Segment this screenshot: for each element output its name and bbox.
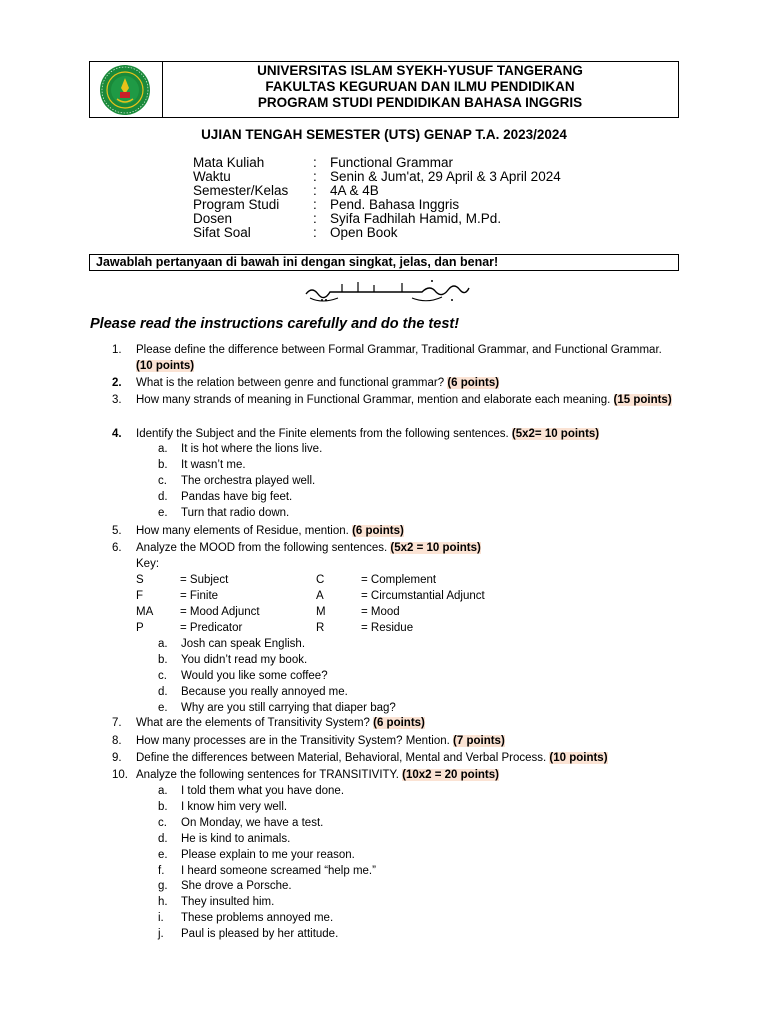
- key-entry: = Finite: [180, 590, 219, 602]
- header-text: [162, 63, 678, 111]
- question-text: [136, 342, 676, 374]
- question-text: [136, 540, 676, 556]
- key-entry: = Mood: [361, 606, 400, 618]
- question-body: Define the differences between Material, Behavioral, Mental and Verbal Process.: [136, 752, 547, 764]
- logo-cell: [90, 62, 163, 117]
- sub-item-text: She drove a Porsche.: [181, 880, 292, 893]
- sub-item-text: Why are you still carrying that diaper bag?: [181, 702, 396, 714]
- sub-item-letter: j.: [158, 928, 164, 941]
- question-body: What are the elements of Transitivity System?: [136, 717, 370, 729]
- points-badge: (15 points): [613, 394, 672, 406]
- info-label: Semester/Kelas: [193, 183, 289, 198]
- points-badge: (6 points): [352, 525, 404, 537]
- points-badge: (6 points): [373, 717, 425, 729]
- info-value: Senin & Jum'at, 29 April & 3 April 2024: [330, 169, 561, 184]
- sub-item-text: Turn that radio down.: [181, 507, 290, 519]
- info-colon: :: [313, 155, 317, 170]
- question-number: 9.: [112, 752, 122, 764]
- sub-item-text: Would you like some coffee?: [181, 670, 328, 682]
- exam-title: UJIAN TENGAH SEMESTER (UTS) GENAP T.A. 2023/2024: [201, 127, 567, 142]
- sub-item-letter: a.: [158, 443, 168, 455]
- key-entry: = Predicator: [180, 622, 243, 634]
- info-value: Open Book: [330, 225, 398, 240]
- info-label: Program Studi: [193, 197, 280, 212]
- points-badge: (5x2 = 10 points): [390, 542, 481, 554]
- points-badge: (7 points): [453, 735, 505, 747]
- key-label: Key:: [136, 558, 160, 570]
- question-body: Analyze the MOOD from the following sentences.: [136, 542, 388, 554]
- key-entry: S: [136, 574, 144, 586]
- info-row: [193, 184, 561, 198]
- question-body: What is the relation between genre and functional grammar?: [136, 377, 445, 389]
- question-number: 6.: [112, 542, 122, 554]
- university-seal-icon: [96, 63, 154, 117]
- exam-info-table: [193, 156, 561, 240]
- key-entry: A: [316, 590, 324, 602]
- sub-item-text: I told them what you have done.: [181, 785, 345, 797]
- sub-item-letter: f.: [158, 864, 165, 877]
- question-text: [136, 523, 676, 539]
- points-badge: (10 points): [136, 360, 195, 372]
- info-row: [193, 198, 561, 212]
- key-entry: C: [316, 574, 325, 586]
- key-entry: MA: [136, 606, 154, 618]
- info-row: [193, 156, 561, 170]
- key-entry: = Residue: [361, 622, 414, 634]
- faculty-name: FAKULTAS KEGURUAN DAN ILMU PENDIDIKAN: [265, 79, 575, 94]
- sub-item-letter: c.: [158, 670, 167, 682]
- question-text: [136, 715, 676, 731]
- info-row: [193, 226, 561, 240]
- sub-item-text: Please explain to me your reason.: [181, 848, 355, 861]
- sub-item-letter: c.: [158, 475, 167, 487]
- key-entry: = Mood Adjunct: [180, 606, 260, 618]
- key-entry: = Complement: [361, 574, 437, 586]
- university-header: [89, 61, 679, 118]
- info-label: Dosen: [193, 211, 233, 226]
- question-body: Identify the Subject and the Finite elements from the following sentences.: [136, 428, 509, 440]
- sub-item-text: Paul is pleased by her attitude.: [181, 928, 339, 941]
- sub-item-text: They insulted him.: [181, 896, 275, 909]
- question-number: 10.: [112, 769, 128, 781]
- info-colon: :: [313, 225, 317, 240]
- info-value: 4A & 4B: [330, 183, 379, 198]
- sub-item-letter: a.: [158, 785, 168, 797]
- key-entry: = Circumstantial Adjunct: [361, 590, 485, 602]
- question-body: Please define the difference between Formal Grammar, Traditional Grammar, and Functional Grammar.: [136, 344, 662, 356]
- sub-item-text: It wasn’t me.: [181, 459, 246, 471]
- sub-item-letter: b.: [158, 654, 168, 666]
- info-label: Waktu: [193, 169, 231, 184]
- sub-item-text: Because you really annoyed me.: [181, 686, 348, 698]
- sub-item-letter: c.: [158, 816, 167, 829]
- question-body: How many elements of Residue, mention.: [136, 525, 349, 537]
- question-number: 3.: [112, 394, 122, 406]
- sub-item-letter: b.: [158, 459, 168, 471]
- sub-item-letter: e.: [158, 507, 168, 519]
- question-text: [136, 750, 676, 766]
- sub-item-letter: g.: [158, 880, 168, 893]
- sub-item-text: On Monday, we have a test.: [181, 816, 324, 829]
- question-number: 4.: [112, 428, 122, 440]
- question-text: [136, 767, 676, 783]
- question-number: 2.: [112, 377, 122, 389]
- sub-item-text: Pandas have big feet.: [181, 491, 293, 503]
- points-badge: (10x2 = 20 points): [402, 769, 499, 781]
- sub-item-letter: e.: [158, 848, 168, 861]
- question-number: 5.: [112, 525, 122, 537]
- sub-item-text: You didn’t read my book.: [181, 654, 308, 666]
- points-badge: (10 points): [549, 752, 608, 764]
- info-value: Functional Grammar: [330, 155, 454, 170]
- sub-item-text: Josh can speak English.: [181, 638, 306, 650]
- question-body: How many processes are in the Transitivity System? Mention.: [136, 735, 450, 747]
- points-badge: (6 points): [447, 377, 500, 389]
- question-text: [136, 392, 676, 408]
- info-value: Pend. Bahasa Inggris: [330, 197, 460, 212]
- sub-item-text: The orchestra played well.: [181, 475, 316, 487]
- basmala-calligraphy-icon: [302, 276, 472, 306]
- sub-item-letter: i.: [158, 912, 164, 925]
- key-entry: = Subject: [180, 574, 229, 586]
- info-label: Mata Kuliah: [193, 155, 265, 170]
- key-entry: P: [136, 622, 144, 634]
- university-name: UNIVERSITAS ISLAM SYEKH-YUSUF TANGERANG: [257, 63, 583, 78]
- question-number: 8.: [112, 735, 122, 747]
- key-entry: R: [316, 622, 325, 634]
- question-body: How many strands of meaning in Functional Grammar, mention and elaborate each meaning.: [136, 394, 611, 406]
- sub-item-text: It is hot where the lions live.: [181, 443, 323, 455]
- key-entry: F: [136, 590, 144, 602]
- question-number: 1.: [112, 344, 122, 356]
- info-row: [193, 212, 561, 226]
- question-text: [136, 426, 676, 442]
- sub-item-letter: d.: [158, 832, 168, 845]
- info-label: Sifat Soal: [193, 225, 251, 240]
- instruction-box: Jawablah pertanyaan di bawah ini dengan singkat, jelas, dan benar!: [89, 254, 679, 271]
- sub-item-letter: a.: [158, 638, 168, 650]
- info-colon: :: [313, 183, 317, 198]
- info-colon: :: [313, 197, 317, 212]
- sub-item-letter: d.: [158, 491, 168, 503]
- info-colon: :: [313, 169, 317, 184]
- sub-item-text: I heard someone screamed “help me.”: [181, 864, 376, 877]
- info-row: [193, 170, 561, 184]
- info-value: Syifa Fadhilah Hamid, M.Pd.: [330, 211, 502, 226]
- points-badge: (5x2= 10 points): [511, 428, 600, 440]
- intro-text: Please read the instructions carefully and do the test!: [90, 316, 460, 332]
- question-text: [136, 733, 676, 749]
- sub-item-text: He is kind to animals.: [181, 832, 291, 845]
- sub-item-letter: h.: [158, 896, 168, 909]
- program-name: PROGRAM STUDI PENDIDIKAN BAHASA INGGRIS: [257, 95, 583, 110]
- question-number: 7.: [112, 717, 122, 729]
- sub-item-letter: e.: [158, 702, 168, 714]
- info-colon: :: [313, 211, 317, 226]
- sub-item-text: These problems annoyed me.: [181, 912, 334, 925]
- key-entry: M: [316, 606, 326, 618]
- sub-item-letter: d.: [158, 686, 168, 698]
- question-text: [136, 375, 676, 391]
- sub-item-letter: b.: [158, 800, 168, 813]
- sub-item-text: I know him very well.: [181, 800, 288, 813]
- question-body: Analyze the following sentences for TRANSITIVITY.: [136, 769, 399, 781]
